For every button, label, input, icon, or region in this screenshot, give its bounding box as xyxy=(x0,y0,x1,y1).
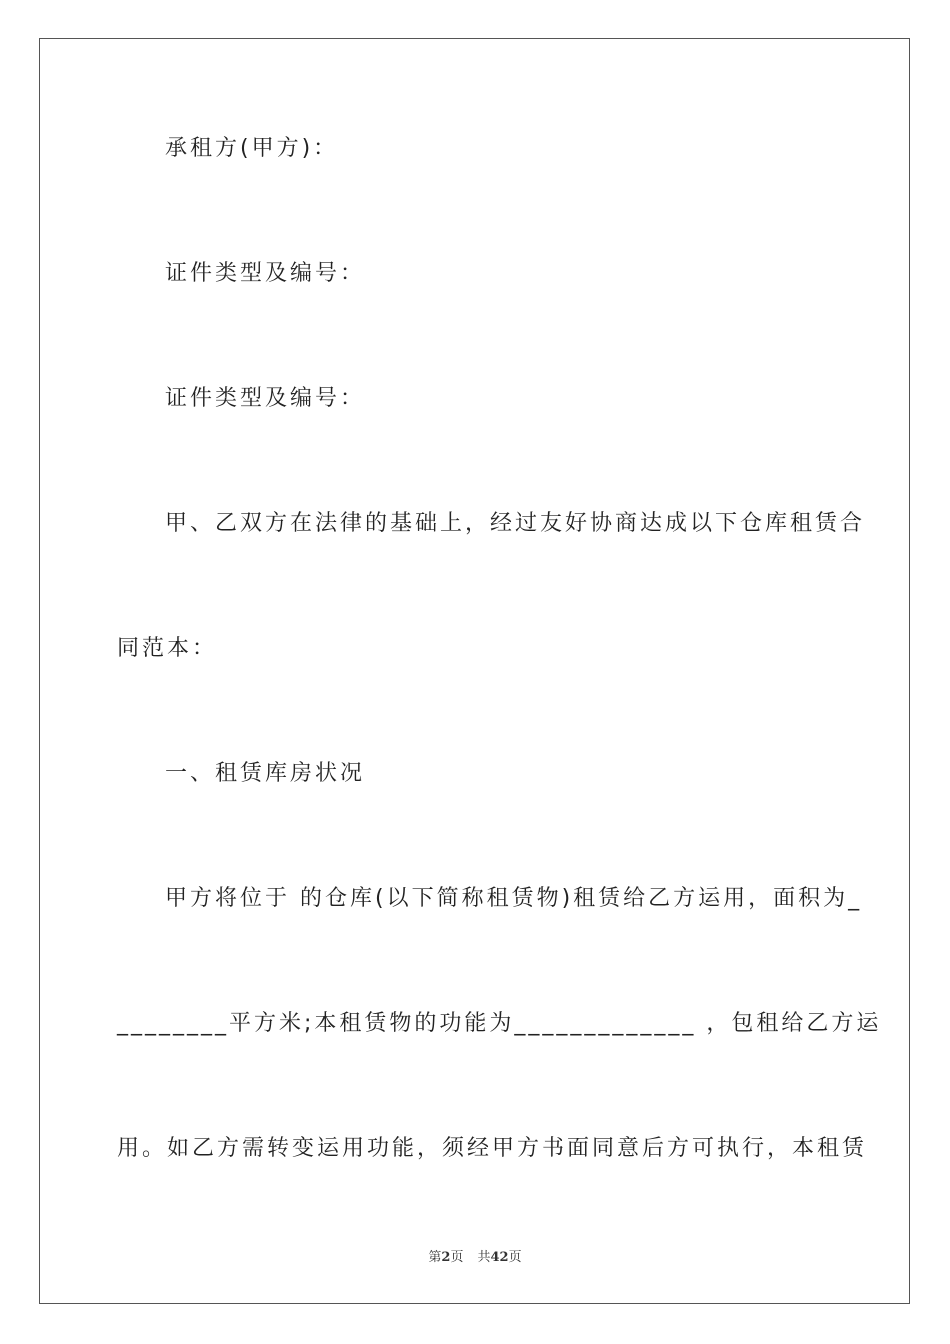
footer-page-suffix: 页 xyxy=(450,1250,464,1265)
section-1-line-2: ________平方米;本租赁物的功能为_____________ ，包租给乙方运 xyxy=(117,1011,882,1036)
footer-page-prefix: 第 xyxy=(428,1250,442,1265)
intro-paragraph-line-1: 甲、乙双方在法律的基础上，经过友好协商达成以下仓库租赁合 xyxy=(165,511,866,536)
intro-paragraph-line-2: 同范本： xyxy=(117,636,218,661)
id-type-line-1: 证件类型及编号： xyxy=(165,261,366,286)
section-1-line-3: 用。如乙方需转变运用功能，须经甲方书面同意后方可执行，本租赁 xyxy=(117,1136,868,1161)
footer-total-suffix: 页 xyxy=(508,1250,522,1265)
footer-total-prefix: 共 xyxy=(477,1250,491,1265)
section-heading-1: 一、租赁库房状况 xyxy=(165,761,366,786)
page-footer xyxy=(0,1246,950,1265)
id-type-line-2: 证件类型及编号： xyxy=(165,386,366,411)
lessee-label: 承租方(甲方)： xyxy=(165,136,339,161)
section-1-line-1: 甲方将位于 的仓库(以下简称租赁物)租赁给乙方运用，面积为_ xyxy=(165,886,863,911)
page-border xyxy=(39,38,910,1304)
footer-page-number: 2 xyxy=(441,1250,451,1265)
footer-total-pages: 42 xyxy=(490,1250,509,1265)
